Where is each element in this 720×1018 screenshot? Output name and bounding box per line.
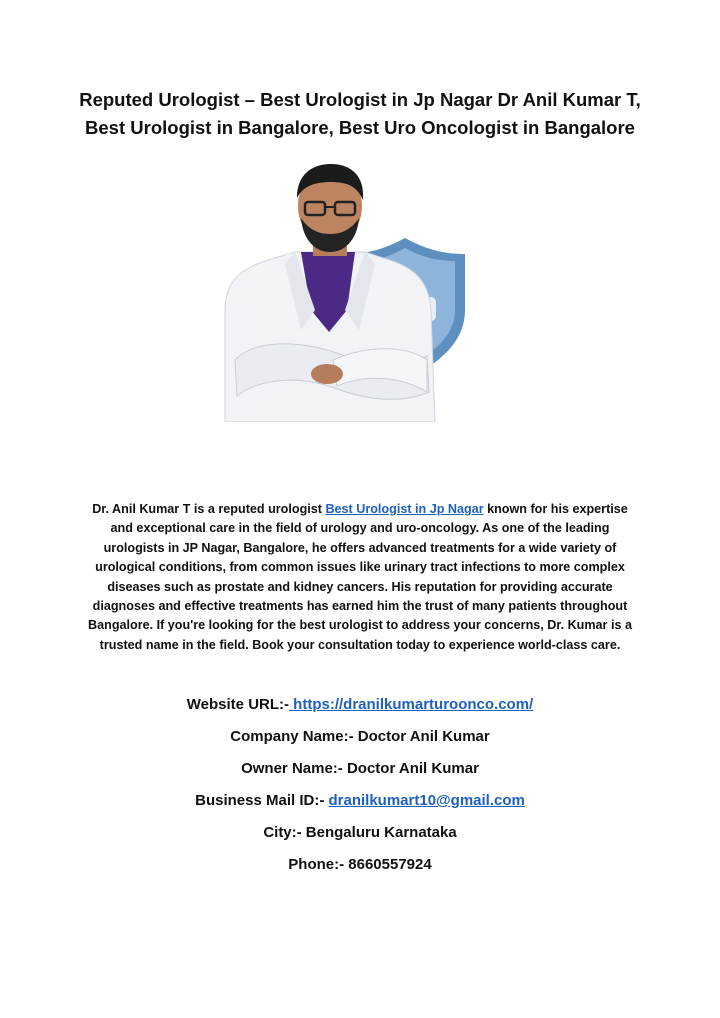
mail-row [60, 790, 660, 822]
best-urologist-link[interactable]: Best Urologist in Jp Nagar [325, 502, 484, 516]
owner-name: Owner Name:- Doctor Anil Kumar [241, 760, 479, 777]
city: City:- Bengaluru Karnataka [263, 824, 457, 841]
page-title: Reputed Urologist – Best Urologist in Jp Nagar Dr Anil Kumar T, Best Urologist in Bangalore, Best Uro Oncologist in Bangalore [79, 89, 641, 138]
email-link[interactable]: dranilkumart10@gmail.com [328, 792, 525, 809]
website-label: Website URL:- [186, 696, 290, 713]
intro-text-rest: known for his expertise and exceptional care in the field of urology and uro-oncology. As one of the leading urologists in JP Nagar, Bangalore, he offers advanced treatments for a wide variety of urological conditions, from common issues like urinary tract infections to more complex diseases such as prostate and kidney cancers. His reputation for providing accurate diagnoses and effective treatments has earned him the trust of many patients throughout Bangalore. If you're looking for the best urologist to address your concerns, Dr. Kumar is a trusted name in the field. Book your consultation today to experience world-class care. [88, 502, 632, 652]
intro-text-start: Dr. Anil Kumar T is a reputed urologist [92, 502, 326, 516]
website-link[interactable]: https://dranilkumarturoonco.com/ [289, 696, 534, 713]
intro-paragraph [84, 500, 636, 655]
business-details [60, 694, 660, 886]
website-row [60, 694, 660, 726]
doctor-portrait-icon [215, 160, 475, 422]
hero-illustration [215, 160, 475, 422]
company-name: Company Name:- Doctor Anil Kumar [230, 728, 490, 745]
mail-label: Business Mail ID:- [195, 792, 329, 809]
phone: Phone:- 8660557924 [288, 856, 432, 873]
